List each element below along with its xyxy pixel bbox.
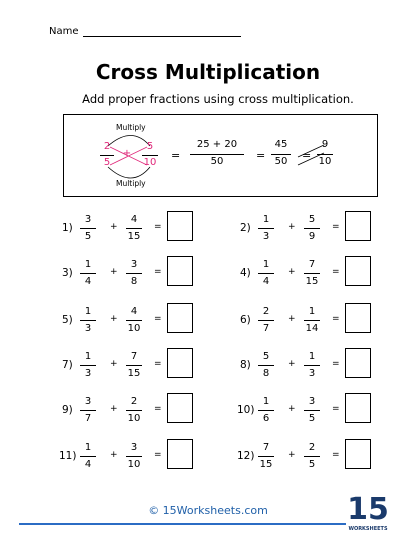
answer-box[interactable] [167,211,193,241]
equals-sign: = [154,359,162,369]
equals-sign: = [154,222,162,232]
plus-sign: + [110,359,118,369]
answer-box[interactable] [167,439,193,469]
plus-sign: + [288,314,296,324]
fraction-a-bar [258,365,274,366]
fraction-b [304,442,320,471]
problem-number: 10) [237,404,255,416]
fraction-b [126,306,142,335]
fraction-b-denominator: 10 [127,413,141,424]
fraction-b-numerator: 5 [308,214,316,225]
fraction-b-numerator: 4 [130,306,138,317]
equals-sign: = [154,404,162,414]
multiply-label-top: Multiply [116,123,146,132]
example-equals-1: = [171,149,181,162]
plus-sign: + [288,450,296,460]
example-frac2-den: 10 [143,157,157,168]
fraction-a-denominator: 15 [259,459,273,470]
problem-number: 2) [240,222,251,234]
fraction-a-numerator: 1 [262,396,270,407]
fraction-b-bar [304,410,320,411]
problem-number: 8) [240,359,251,371]
fraction-b-bar [304,320,320,321]
fraction-b [304,306,320,335]
equals-sign: = [154,314,162,324]
fraction-a-numerator: 3 [84,214,92,225]
problem-number: 4) [240,267,251,279]
fraction-b-denominator: 9 [308,231,316,242]
fraction-a [258,351,274,380]
name-field [49,26,241,37]
fraction-a [80,396,96,425]
multiply-label-bottom: Multiply [116,179,146,188]
fraction-a [258,214,274,243]
example-step2-bar [271,154,291,155]
logo-caption: WORKSHEETS [348,526,388,532]
fraction-b [304,259,320,288]
logo-15-icon [346,486,390,536]
fraction-a-denominator: 3 [262,231,270,242]
answer-box[interactable] [167,256,193,286]
fraction-a [258,306,274,335]
fraction-b-bar [304,228,320,229]
example-frac1-den: 5 [103,157,111,168]
fraction-b-bar [304,273,320,274]
fraction-a-numerator: 1 [84,306,92,317]
fraction-b-denominator: 5 [308,413,316,424]
fraction-a-bar [258,456,274,457]
fraction-b-denominator: 10 [127,323,141,334]
example-frac1-bar [100,155,114,156]
fraction-a [80,306,96,335]
fraction-b-denominator: 8 [130,276,138,287]
fraction-a-bar [80,456,96,457]
fraction-a-bar [80,228,96,229]
fraction-a-denominator: 7 [262,323,270,334]
equals-sign: = [332,222,340,232]
example-step2-den: 50 [274,156,288,167]
fraction-b [304,351,320,380]
problem-number: 5) [62,314,73,326]
fraction-a-numerator: 1 [84,442,92,453]
problem-number: 11) [59,450,77,462]
equals-sign: = [154,450,162,460]
answer-box[interactable] [345,393,371,423]
fraction-a-numerator: 2 [262,306,270,317]
example-result-bar [317,154,333,155]
fraction-a-denominator: 3 [84,323,92,334]
fraction-b-bar [126,273,142,274]
fraction-b-denominator: 15 [127,231,141,242]
fraction-b-denominator: 10 [127,459,141,470]
example-frac2-num: 5 [146,141,154,152]
example-result-num: 9 [321,139,329,150]
fraction-b-bar [126,228,142,229]
fraction-a-numerator: 5 [262,351,270,362]
fraction-b-bar [126,410,142,411]
example-result-den: 10 [318,156,332,167]
example-step2-num: 45 [274,139,288,150]
plus-sign: + [110,222,118,232]
fraction-a-denominator: 5 [84,231,92,242]
problem-number: 6) [240,314,251,326]
answer-box[interactable] [345,439,371,469]
fraction-b-bar [304,365,320,366]
plus-sign: + [288,404,296,414]
fraction-b [304,396,320,425]
fraction-a-denominator: 4 [84,459,92,470]
answer-box[interactable] [345,348,371,378]
fraction-b-numerator: 7 [308,259,316,270]
fraction-b [126,214,142,243]
fraction-a [80,351,96,380]
name-label: Name [49,26,79,37]
fraction-a [258,396,274,425]
fraction-a-bar [80,410,96,411]
fraction-a-numerator: 3 [84,396,92,407]
fraction-a-bar [80,273,96,274]
fraction-b-numerator: 3 [308,396,316,407]
fraction-b-denominator: 3 [308,368,316,379]
fraction-b-numerator: 1 [308,351,316,362]
fraction-a [80,442,96,471]
fraction-a [258,442,274,471]
example-frac1-num: 2 [103,141,111,152]
equals-sign: = [332,450,340,460]
footer-copyright: © 15Worksheets.com [148,504,268,517]
answer-box[interactable] [345,303,371,333]
fraction-b-denominator: 5 [308,459,316,470]
fraction-a-bar [258,228,274,229]
plus-sign: + [288,359,296,369]
fraction-a-bar [258,410,274,411]
fraction-b-numerator: 3 [130,442,138,453]
fraction-b [126,442,142,471]
plus-sign: + [110,314,118,324]
problem-number: 3) [62,267,73,279]
footer-divider [19,523,386,525]
fraction-a-numerator: 1 [262,259,270,270]
fraction-b-denominator: 14 [305,323,319,334]
fraction-a-denominator: 6 [262,413,270,424]
fraction-a-bar [258,273,274,274]
fraction-b [304,214,320,243]
logo-number: 15 [347,492,389,527]
fraction-a-bar [80,320,96,321]
example-step1-num: 25 + 20 [196,139,238,150]
name-underline [83,26,241,37]
example-plus: + [122,148,132,159]
equals-sign: = [332,404,340,414]
equals-sign: = [332,267,340,277]
fraction-b [126,396,142,425]
example-equals-3: = [302,149,312,162]
problem-number: 12) [237,450,255,462]
plus-sign: + [110,450,118,460]
fraction-b-bar [304,456,320,457]
fraction-a-bar [258,320,274,321]
fraction-b-denominator: 15 [127,368,141,379]
fraction-a-denominator: 4 [262,276,270,287]
equals-sign: = [332,314,340,324]
answer-box[interactable] [167,348,193,378]
problem-number: 1) [62,222,73,234]
answer-box[interactable] [345,256,371,286]
fraction-b-bar [126,365,142,366]
plus-sign: + [110,404,118,414]
fraction-b-numerator: 4 [130,214,138,225]
fraction-a-denominator: 8 [262,368,270,379]
example-step1-bar [190,154,244,155]
fraction-b [126,259,142,288]
example-box [63,114,378,197]
fraction-a-denominator: 7 [84,413,92,424]
page-title: Cross Multiplication [95,60,321,84]
fraction-b-denominator: 15 [305,276,319,287]
answer-box[interactable] [167,393,193,423]
fraction-a-numerator: 1 [84,259,92,270]
fraction-a [80,214,96,243]
instructions: Add proper fractions using cross multiplication. [82,92,354,106]
equals-sign: = [154,267,162,277]
fraction-b [126,351,142,380]
fraction-a-denominator: 3 [84,368,92,379]
fraction-b-numerator: 2 [130,396,138,407]
example-equals-2: = [256,149,266,162]
answer-box[interactable] [167,303,193,333]
example-frac2-bar [142,155,158,156]
fraction-b-numerator: 7 [130,351,138,362]
fraction-b-numerator: 2 [308,442,316,453]
fraction-a-bar [80,365,96,366]
plus-sign: + [110,267,118,277]
fraction-a-denominator: 4 [84,276,92,287]
equals-sign: = [332,359,340,369]
fraction-b-bar [126,320,142,321]
problem-number: 9) [62,404,73,416]
answer-box[interactable] [345,211,371,241]
plus-sign: + [288,267,296,277]
plus-sign: + [288,222,296,232]
fraction-b-numerator: 3 [130,259,138,270]
fraction-a [80,259,96,288]
fraction-a [258,259,274,288]
fraction-a-numerator: 1 [84,351,92,362]
fraction-a-numerator: 7 [262,442,270,453]
example-step1-den: 50 [210,156,224,167]
fraction-a-numerator: 1 [262,214,270,225]
fraction-b-numerator: 1 [308,306,316,317]
problem-number: 7) [62,359,73,371]
fraction-b-bar [126,456,142,457]
